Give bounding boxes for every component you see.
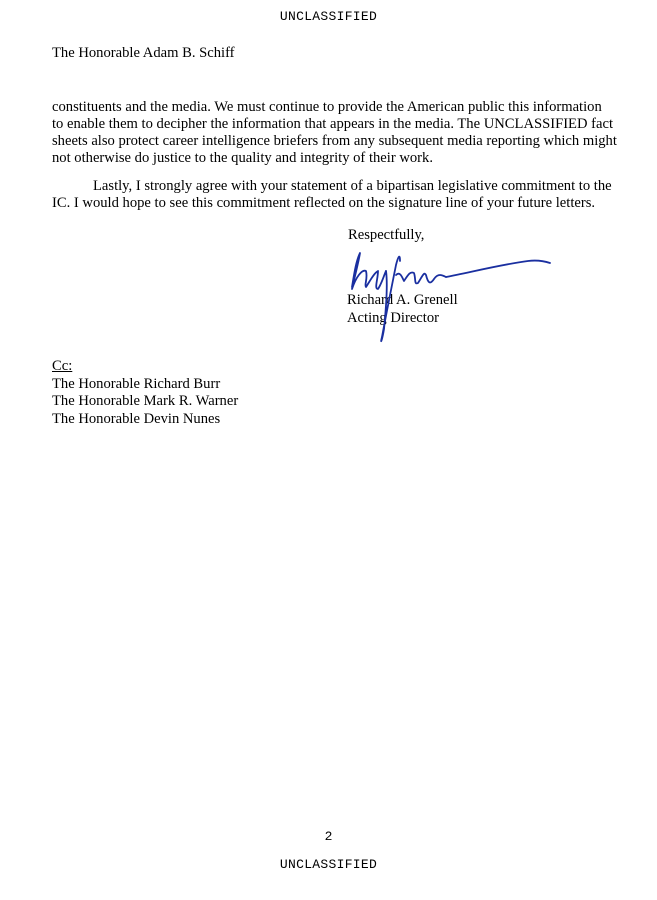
cc-recipient: The Honorable Richard Burr bbox=[52, 375, 221, 392]
signer-name: Richard A. Grenell bbox=[347, 292, 458, 308]
cc-block bbox=[52, 358, 238, 428]
signature-stroke-tail bbox=[446, 261, 550, 277]
cc-recipient: The Honorable Devin Nunes bbox=[52, 410, 221, 427]
signature-strokes bbox=[352, 253, 550, 341]
signer-title: Acting Director bbox=[347, 310, 439, 326]
paragraph-line: constituents and the media. We must continue to provide the American public this information bbox=[52, 99, 602, 115]
closing-salutation: Respectfully, bbox=[348, 227, 425, 243]
cc-label: Cc: bbox=[52, 358, 73, 374]
cc-recipient: The Honorable Mark R. Warner bbox=[52, 393, 239, 409]
signature-stroke-descender bbox=[381, 257, 400, 342]
paragraph-line: to enable them to decipher the information that appears in the media. The UNCLASSIFIED fact bbox=[52, 116, 614, 132]
handwritten-signature bbox=[338, 245, 553, 350]
paragraph-line: not otherwise do justice to the quality and integrity of their work. bbox=[52, 150, 433, 166]
classification-marking-bottom: UNCLASSIFIED bbox=[279, 857, 378, 872]
body-paragraph-1 bbox=[52, 99, 617, 167]
paragraph-line: sheets also protect career intelligence briefers from any subsequent media reporting which might bbox=[52, 133, 617, 149]
page-number: 2 bbox=[324, 829, 333, 844]
signature-stroke-initial bbox=[352, 253, 386, 289]
addressee-line: The Honorable Adam B. Schiff bbox=[52, 45, 235, 61]
paragraph-line: Lastly, I strongly agree with your statement of a bipartisan legislative commitment to the bbox=[93, 178, 612, 194]
paragraph-line: IC. I would hope to see this commitment reflected on the signature line of your future letters. bbox=[52, 195, 596, 211]
classification-marking-top: UNCLASSIFIED bbox=[279, 9, 378, 24]
signature-stroke-middle bbox=[396, 272, 446, 283]
body-paragraph-2 bbox=[52, 178, 612, 212]
